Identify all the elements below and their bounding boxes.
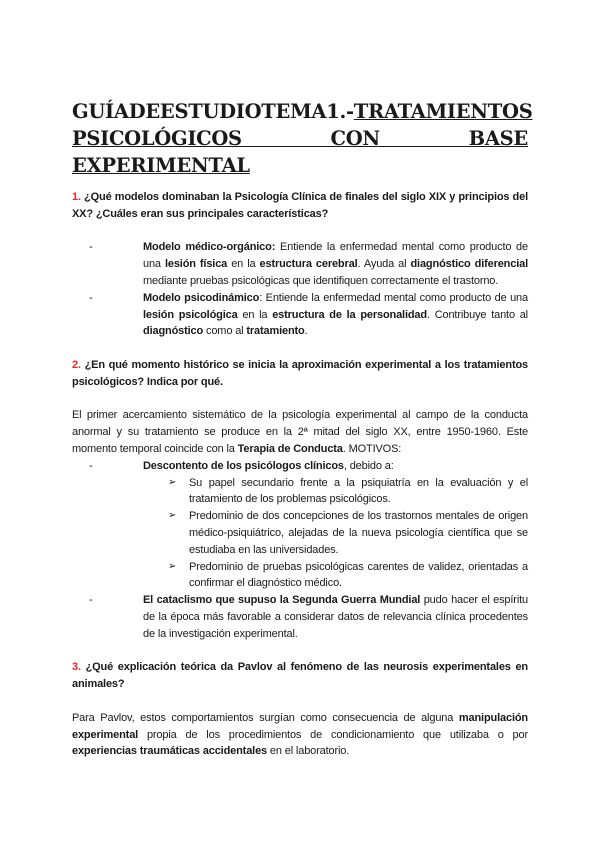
title-word-underlined: TRATAMIENTOS: [353, 100, 533, 123]
dash-bullet: -: [89, 459, 93, 472]
bold-text-segment: tratamiento: [246, 325, 305, 338]
bold-text-segment: Modelo médico-orgánico:: [143, 241, 276, 254]
bold-text-segment: diagnóstico diferencial: [410, 258, 528, 271]
title-word: TEMA: [261, 100, 327, 123]
question-2: [72, 357, 528, 391]
bold-text-segment: manipulación experimental: [72, 711, 528, 741]
text-segment: . Ayuda al: [357, 258, 411, 271]
bold-text-segment: estructura de la personalidad: [272, 308, 427, 321]
text-segment: Entiende la enfermedad mental como producto de una: [143, 241, 528, 271]
text-segment: Para Pavlov, estos comportamientos surgían como consecuencia de alguna: [72, 711, 459, 724]
rich-text: [143, 460, 394, 472]
rich-text: [143, 292, 528, 338]
answer-paragraph: [72, 407, 528, 457]
text-segment: . Contribuye tanto al: [426, 308, 528, 321]
sub-list-item: [72, 475, 528, 509]
question-number: 3.: [72, 661, 81, 674]
sub-list: [143, 475, 528, 593]
title-line-2: PSICOLÓGICOS CON BASE EXPERIMENTAL: [72, 127, 528, 177]
arrow-bullet-icon: ➢: [168, 510, 177, 522]
rich-text: [72, 712, 528, 758]
bold-text-segment: lesión física: [164, 258, 228, 271]
sub-list-item: [72, 508, 528, 558]
rich-text: [143, 594, 528, 640]
bold-text-segment: Modelo psicodinámico: [143, 291, 260, 304]
text-segment: propia de los procedimientos de condicionamiento que utilizaba o por: [138, 728, 528, 741]
title-word: GUÍA: [72, 100, 129, 123]
title-word: ESTUDIO: [159, 100, 262, 123]
dash-bullet: -: [89, 291, 93, 304]
list-item: [72, 592, 528, 642]
question-number: 1.: [72, 191, 81, 203]
dash-bullet: -: [89, 594, 93, 607]
question-text: ¿Qué explicación teórica da Pavlov al fenómeno de las neurosis experimentales en animales?: [72, 661, 528, 691]
question-number: 2.: [72, 358, 81, 371]
document-page: [72, 98, 533, 760]
rich-text: [143, 241, 528, 287]
document-title: [72, 98, 533, 179]
text-segment: : Entiende la enfermedad mental como producto de una: [259, 291, 528, 304]
list-item: [72, 290, 528, 340]
text-segment: en el laboratorio.: [267, 745, 350, 758]
list-item: [72, 239, 528, 289]
bold-text-segment: Terapia de Conducta: [237, 442, 343, 455]
question-text: ¿Qué modelos dominaban la Psicología Clínica de finales del siglo XIX y principios del XX? ¿Cuáles eran sus principales características?: [72, 191, 529, 220]
sub-list-item: [72, 559, 528, 593]
text-segment: . MOTIVOS:: [342, 442, 402, 455]
bold-text-segment: lesión psicológica: [143, 308, 238, 321]
text-segment: en la: [227, 258, 260, 271]
text-segment: como al: [203, 325, 247, 338]
title-word: 1.-: [326, 100, 354, 123]
bold-text-segment: diagnóstico: [143, 325, 204, 338]
title-word: DE: [128, 100, 160, 123]
list-item: [72, 458, 528, 592]
text-segment: pudo hacer el espíritu de la época más favorable a considerar datos de relevancia clínica procedentes de la investigación experimental.: [143, 594, 528, 640]
dash-bullet: -: [89, 241, 93, 254]
bold-text-segment: El cataclismo que supuso la Segunda Guerra Mundial: [143, 594, 421, 607]
q1-models-list: [72, 239, 528, 340]
text-segment: mediante pruebas psicológicas que identifiquen correctamente el trastorno.: [143, 274, 499, 287]
sub-item-text: Predominio de dos concepciones de los trastornos mentales de origen médico-psiquiátrico, alejadas de la nueva psicología científica que se estudiaba en las universidades.: [189, 510, 528, 556]
text-segment: en la: [237, 308, 273, 321]
question-1: [72, 189, 528, 223]
text-segment: .: [304, 325, 308, 338]
answer-paragraph: [72, 710, 528, 760]
bold-text-segment: estructura cerebral: [259, 258, 358, 271]
rich-text: [72, 409, 528, 455]
arrow-bullet-icon: ➢: [168, 560, 177, 572]
text-segment: , debido a:: [343, 459, 394, 472]
question-3: [72, 659, 528, 693]
bold-text-segment: experiencias traumáticas accidentales: [72, 745, 268, 758]
arrow-bullet-icon: ➢: [168, 476, 177, 488]
sub-item-text: Su papel secundario frente a la psiquiatría en la evaluación y el tratamiento de los problemas psicológicos.: [189, 476, 528, 506]
bold-text-segment: Descontento de los psicólogos clínicos: [143, 459, 344, 472]
q2-reasons-list: [72, 458, 528, 643]
question-text: ¿En qué momento histórico se inicia la aproximación experimental a los tratamientos psicológicos? Indica por qué.: [72, 358, 528, 388]
sub-item-text: Predominio de pruebas psicológicas carentes de validez, orientadas a confirmar el diagnóstico médico.: [189, 560, 528, 590]
text-segment: El primer acercamiento sistemático de la psicología experimental al campo de la conducta anormal y su tratamiento se produce en la 2ª mitad del siglo XX, entre 1950-1960. Este momento temporal coincide con la: [72, 409, 528, 455]
